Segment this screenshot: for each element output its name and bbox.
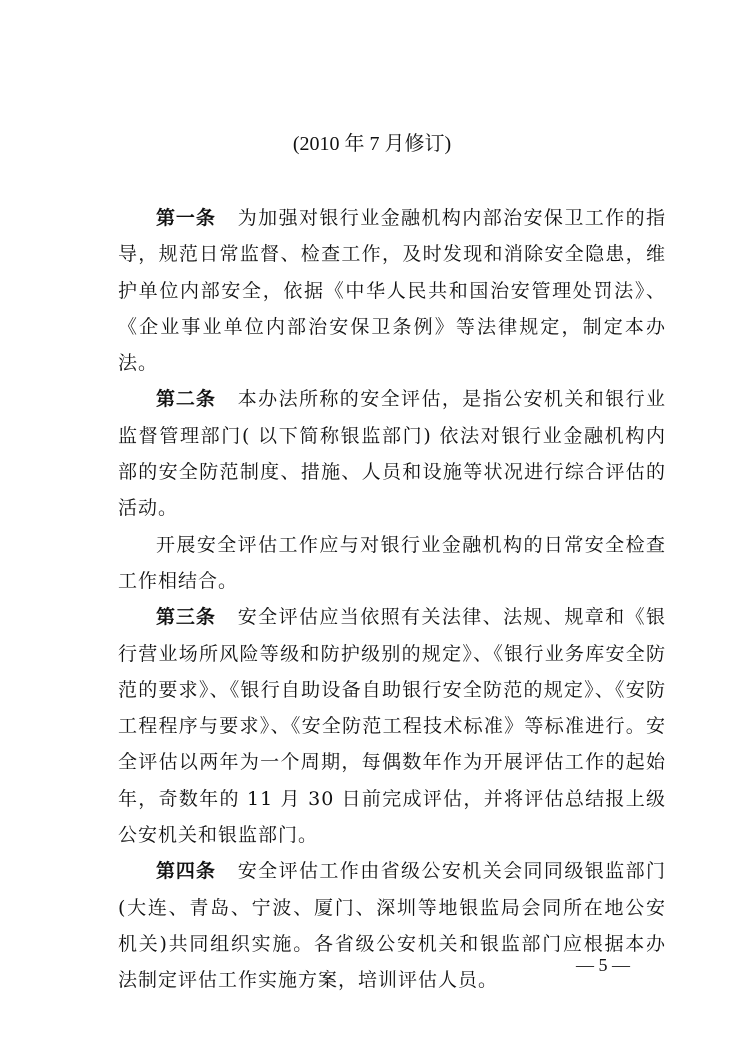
article-paragraph (118, 381, 666, 526)
article-text: 为加强对银行业金融机构内部治安保卫工作的指导，规范日常监督、检查工作，及时发现和消除安全隐患，维护单位内部安全，依据《中华人民共和国治安管理处罚法》、《企业事业单位内部治安保卫条例》等法律规定，制定本办法。 (118, 207, 666, 375)
article-number: 第四条 (156, 860, 216, 883)
page-number: — 5 — (576, 955, 630, 975)
body-paragraph (118, 527, 666, 600)
document-body (118, 200, 666, 999)
article-text: 安全评估工作由省级公安机关会同同级银监部门(大连、青岛、宁波、厦门、深圳等地银监局会同所在地公安机关)共同组织实施。各省级公安机关和银监部门应根据本办法制定评估工作实施方案，培训评估人员。 (118, 860, 666, 992)
article-number: 第二条 (156, 388, 216, 411)
revision-subtitle: (2010 年 7 月修订) (292, 133, 452, 155)
paragraph-text: 开展安全评估工作应与对银行业金融机构的日常安全检查工作相结合。 (118, 533, 666, 592)
article-number: 第三条 (156, 606, 216, 629)
article-text: 本办法所称的安全评估，是指公安机关和银行业监督管理部门( 以下简称银监部门) 依法对银行业金融机构内部的安全防范制度、措施、人员和设施等状况进行综合评估的活动。 (118, 388, 666, 520)
article-number: 第一条 (156, 207, 216, 229)
article-paragraph (118, 599, 666, 853)
article-text: 安全评估应当依照有关法律、法规、规章和《银行营业场所风险等级和防护级别的规定》、《银行业务库安全防范的要求》、《银行自助设备自助银行安全防范的规定》、《安防工程程序与要求》、《安全防范工程技术标准》等标准进行。安全评估以两年为一个周期，每偶数年作为开展评估工作的起始年，奇数年的 11 月 30 日前完成评估，并将评估总结报上级公安机关和银监部门。 (118, 606, 666, 847)
article-paragraph (118, 200, 666, 381)
